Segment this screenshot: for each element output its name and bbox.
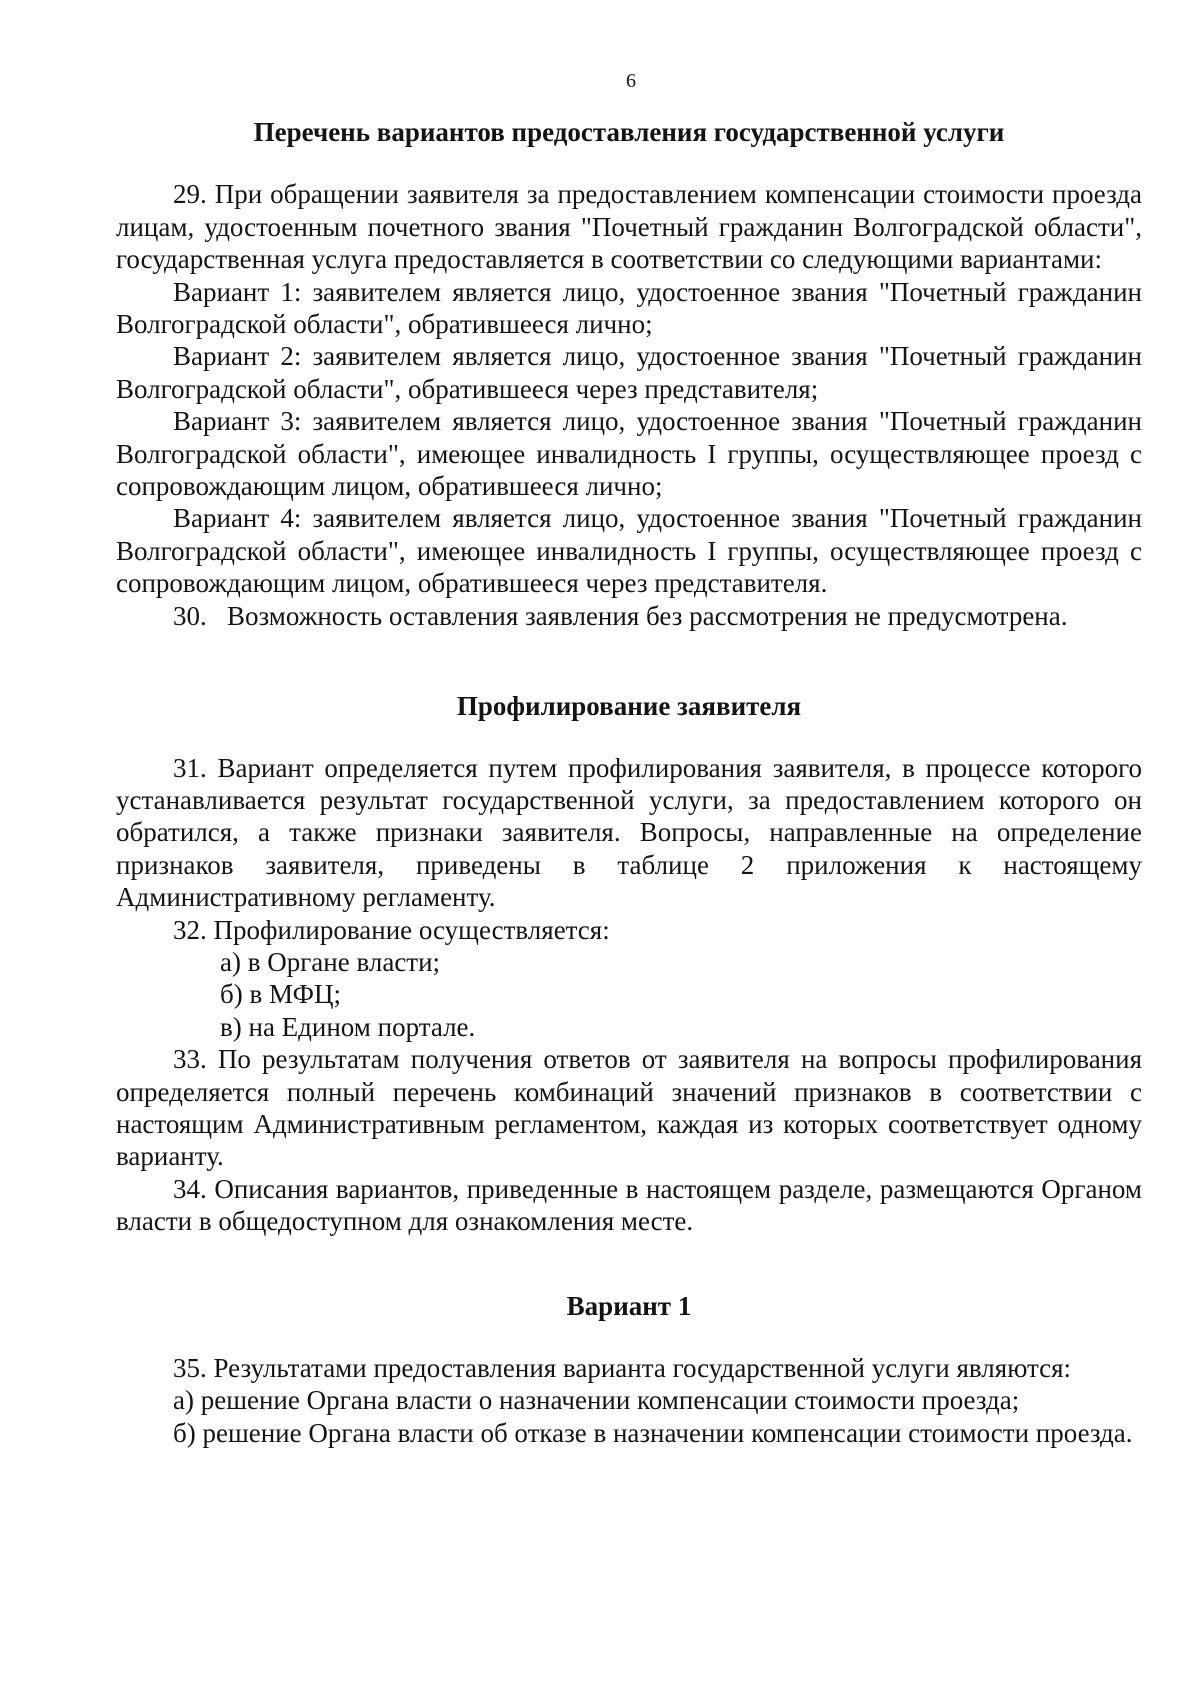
paragraph-variant-4: Вариант 4: заявителем является лицо, удостоенное звания "Почетный гражданин Волгоградской области", имеющее инвалидность I группы, осуществляющее проезд с сопровождающим лицом, обратившееся через представителя. [116,503,1142,599]
section-heading-variants-list: Перечень вариантов предоставления государственной услуги [253,117,1005,147]
list-item-32c: в) на Едином портале. [220,1011,476,1042]
paragraph-variant-2: Вариант 2: заявителем является лицо, удостоенное звания "Почетный гражданин Волгоградской области", обратившееся через представителя; [116,341,1142,404]
list-item-32b: б) в МФЦ; [220,979,341,1010]
paragraph-31: 31. Вариант определяется путем профилирования заявителя, в процессе которого устанавливается результат государственной услуги, за предоставлением которого он обратился, а также признаки заявителя. Вопросы, направленные на определение признаков заявителя, приведены в таблице 2 приложения к настоящему Административному регламенту. [116,752,1142,913]
section-heading-variant-1: Вариант 1 [566,1290,692,1321]
page-number: 6 [626,70,636,92]
document-body [116,116,1142,1449]
paragraph-29: 29. При обращении заявителя за предоставлением компенсации стоимости проезда лицам, удостоенным почетного звания "Почетный гражданин Волгоградской области", государственная услуга предоставляется в соответствии со следующими вариантами: [116,179,1142,275]
paragraph-30: 30. Возможность оставления заявления без рассмотрения не предусмотрена. [173,600,1068,631]
section-heading-profiling: Профилирование заявителя [456,691,802,722]
paragraph-33: 33. По результатам получения ответов от заявителя на вопросы профилирования определяется полный перечень комбинаций значений признаков в соответствии с настоящим Административным регламентом, каждая из которых соответствует одному варианту. [116,1044,1142,1172]
list-item-35a: а) решение Органа власти о назначении компенсации стоимости проезда; [173,1385,1020,1416]
paragraph-35: 35. Результатами предоставления варианта государственной услуги являются: [173,1353,1072,1383]
paragraph-34: 34. Описания вариантов, приведенные в настоящем разделе, размещаются Органом власти в общедоступном для ознакомления месте. [116,1173,1142,1237]
paragraph-variant-1: Вариант 1: заявителем является лицо, удостоенное звания "Почетный гражданин Волгоградской области", обратившееся лично; [116,276,1142,340]
paragraph-32: 32. Профилирование осуществляется: [173,914,610,945]
paragraph-variant-3: Вариант 3: заявителем является лицо, удостоенное звания "Почетный гражданин Волгоградской области", имеющее инвалидность I группы, осуществляющее проезд с сопровождающим лицом, обратившееся лично; [116,406,1142,502]
list-item-35b: б) решение Органа власти об отказе в назначении компенсации стоимости проезда. [173,1417,1133,1448]
list-item-32a: а) в Органе власти; [220,946,441,977]
